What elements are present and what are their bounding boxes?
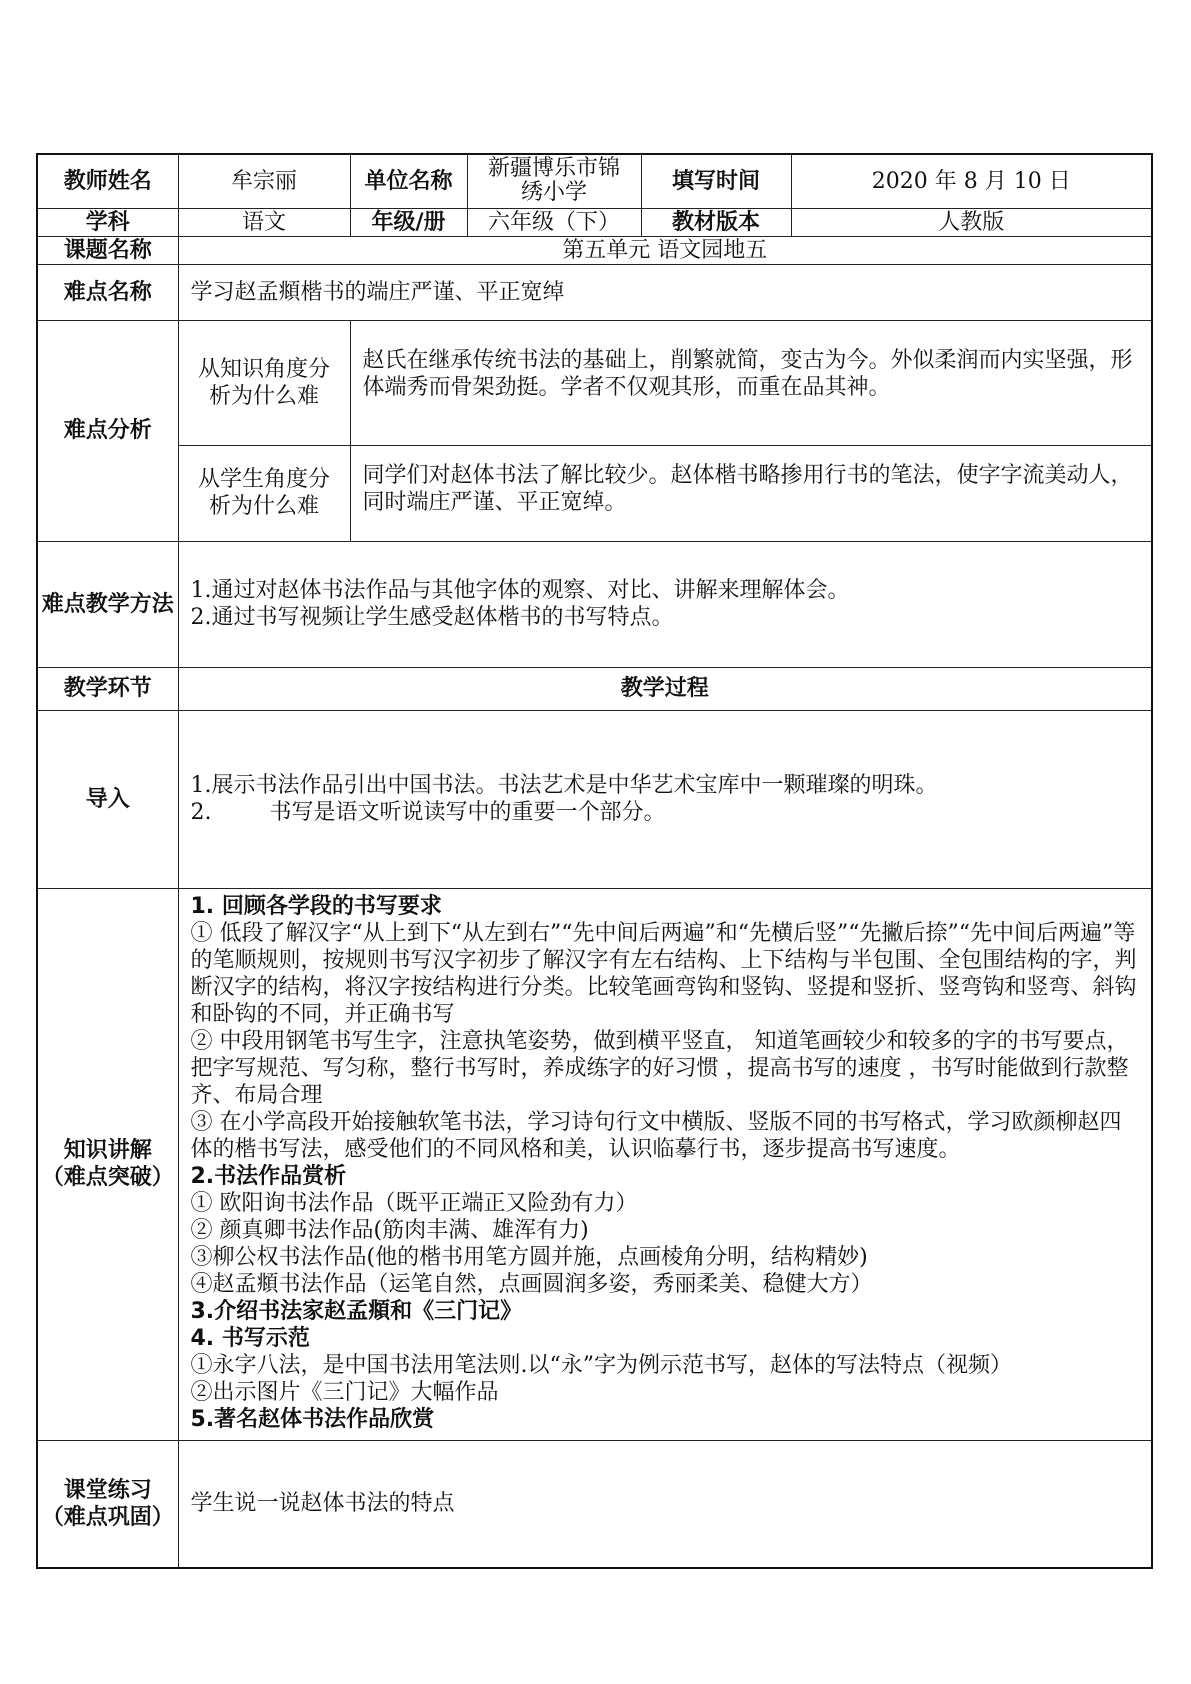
process-header-row bbox=[37, 667, 1152, 710]
difficulty-name-label: 难点名称 bbox=[37, 264, 178, 320]
lesson-plan-table bbox=[36, 153, 1153, 1569]
section-4-item-1: ①永字八法，是中国书法用笔法则.以“永”字为例示范书写，赵体的写法特点（视频） bbox=[190, 1352, 1012, 1378]
knowledge-label-line-2: （难点突破） bbox=[41, 1165, 174, 1190]
section-1-title: 1. 回顾各学段的书写要求 bbox=[190, 893, 442, 919]
knowledge-label bbox=[37, 888, 178, 1440]
intro-line-2-number: 2. bbox=[190, 800, 212, 825]
section-2-item-4: ④赵孟頫书法作品（运笔自然，点画圆润多姿，秀丽柔美、稳健大方） bbox=[190, 1271, 873, 1297]
knowledge-angle-label: 从知识角度分析为什么难 bbox=[178, 320, 350, 445]
date-value: 2020 年 8 月 10 日 bbox=[791, 154, 1152, 208]
header-row-1 bbox=[37, 154, 1152, 208]
knowledge-cell bbox=[178, 888, 1152, 1440]
analysis-row-2 bbox=[37, 445, 1152, 541]
difficulty-name-row bbox=[37, 264, 1152, 320]
teacher-label: 教师姓名 bbox=[37, 154, 178, 208]
student-angle-text: 同学们对赵体书法了解比较少。赵体楷书略掺用行书的笔法，使字字流美动人，同时端庄严谨、平正宽绰。 bbox=[350, 445, 1152, 541]
subject-value: 语文 bbox=[178, 208, 350, 236]
subject-label: 学科 bbox=[37, 208, 178, 236]
analysis-label: 难点分析 bbox=[37, 320, 178, 541]
section-2-title: 2.书法作品赏析 bbox=[190, 1163, 347, 1189]
section-2-item-2: ② 颜真卿书法作品(筋肉丰满、雄浑有力) bbox=[190, 1217, 589, 1243]
section-5-title: 5.著名赵体书法作品欣赏 bbox=[190, 1406, 435, 1432]
intro-row bbox=[37, 710, 1152, 888]
intro-line-1: 1.展示书法作品引出中国书法。书法艺术是中华艺术宝库中一颗璀璨的明珠。 bbox=[190, 773, 938, 798]
unit-value: 新疆博乐市锦绣小学 bbox=[467, 154, 641, 208]
date-label: 填写时间 bbox=[641, 154, 791, 208]
method-line-1: 1.通过对赵体书法作品与其他字体的观察、对比、讲解来理解体会。 bbox=[190, 578, 850, 603]
practice-label bbox=[37, 1440, 178, 1568]
section-1-paragraph-2: ② 中段用钢笔书写生字，注意执笔姿势，做到横平竖直， 知道笔画较少和较多的字的书写要点，把字写规范、写匀称，整行书写时，养成练字的好习惯 ，提高书写的速度 ，书写时能做到行款整齐、布局合理 bbox=[190, 1028, 1129, 1108]
analysis-row-1 bbox=[37, 320, 1152, 445]
topic-value: 第五单元 语文园地五 bbox=[178, 236, 1152, 264]
section-1-paragraph-1: ① 低段了解汉字“从上到下“从左到右”“先中间后两遍”和“先横后竖”“先撇后捺”“先中间后两遍”等的笔顺规则，按规则书写汉字初步了解汉字有左右结构、上下结构与半包围、全包围结构的字，判断汉字的结构，将汉字按结构进行分类。比较笔画弯钩和竖钩、竖提和竖折、竖弯钩和竖弯、斜钩和卧钩的不同，并正确书写 bbox=[190, 920, 1137, 1027]
grade-label: 年级/册 bbox=[350, 208, 467, 236]
grade-value: 六年级（下） bbox=[467, 208, 641, 236]
section-1-paragraph-3: ③ 在小学高段开始接触软笔书法，学习诗句行文中横版、竖版不同的书写格式，学习欧颜柳赵四体的楷书写法，感受他们的不同风格和美，认识临摹行书，逐步提高书写速度。 bbox=[190, 1109, 1122, 1162]
unit-label: 单位名称 bbox=[350, 154, 467, 208]
teacher-value: 牟宗丽 bbox=[178, 154, 350, 208]
student-angle-label: 从学生角度分析为什么难 bbox=[178, 445, 350, 541]
section-2-item-3: ③柳公权书法作品(他的楷书用笔方圆并施，点画棱角分明，结构精妙) bbox=[190, 1244, 868, 1270]
difficulty-name-value: 学习赵孟頫楷书的端庄严谨、平正宽绰 bbox=[178, 264, 1152, 320]
topic-row bbox=[37, 236, 1152, 264]
practice-row bbox=[37, 1440, 1152, 1568]
practice-label-line-1: 课堂练习 bbox=[63, 1477, 152, 1503]
edition-value: 人教版 bbox=[791, 208, 1152, 236]
section-2-item-1: ① 欧阳询书法作品（既平正端正又险劲有力） bbox=[190, 1190, 638, 1216]
intro-cell bbox=[178, 710, 1152, 888]
intro-label: 导入 bbox=[37, 710, 178, 888]
method-row bbox=[37, 541, 1152, 667]
section-4-item-2: ②出示图片《三门记》大幅作品 bbox=[190, 1379, 499, 1405]
intro-line-2 bbox=[191, 799, 1144, 826]
practice-label-line-2: （难点巩固） bbox=[41, 1504, 174, 1530]
method-label: 难点教学方法 bbox=[37, 541, 178, 667]
knowledge-angle-text: 赵氏在继承传统书法的基础上，削繁就简，变古为今。外似柔润而内实坚强，形体端秀而骨架劲挺。学者不仅观其形，而重在品其神。 bbox=[350, 320, 1152, 445]
knowledge-row bbox=[37, 888, 1152, 1440]
section-4-title: 4. 书写示范 bbox=[190, 1325, 310, 1351]
practice-text: 学生说一说赵体书法的特点 bbox=[178, 1440, 1152, 1568]
section-3-title: 3.介绍书法家赵孟頫和《三门记》 bbox=[190, 1298, 523, 1324]
header-row-2 bbox=[37, 208, 1152, 236]
process-label: 教学过程 bbox=[178, 667, 1152, 710]
knowledge-label-line-1: 知识讲解 bbox=[63, 1138, 152, 1163]
stage-label: 教学环节 bbox=[37, 667, 178, 710]
method-line-2: 2.通过书写视频让学生感受赵体楷书的书写特点。 bbox=[190, 605, 674, 630]
edition-label: 教材版本 bbox=[641, 208, 791, 236]
topic-label: 课题名称 bbox=[37, 236, 178, 264]
intro-line-2-text: 书写是语文听说读写中的重要一个部分。 bbox=[269, 800, 666, 825]
method-cell bbox=[178, 541, 1152, 667]
